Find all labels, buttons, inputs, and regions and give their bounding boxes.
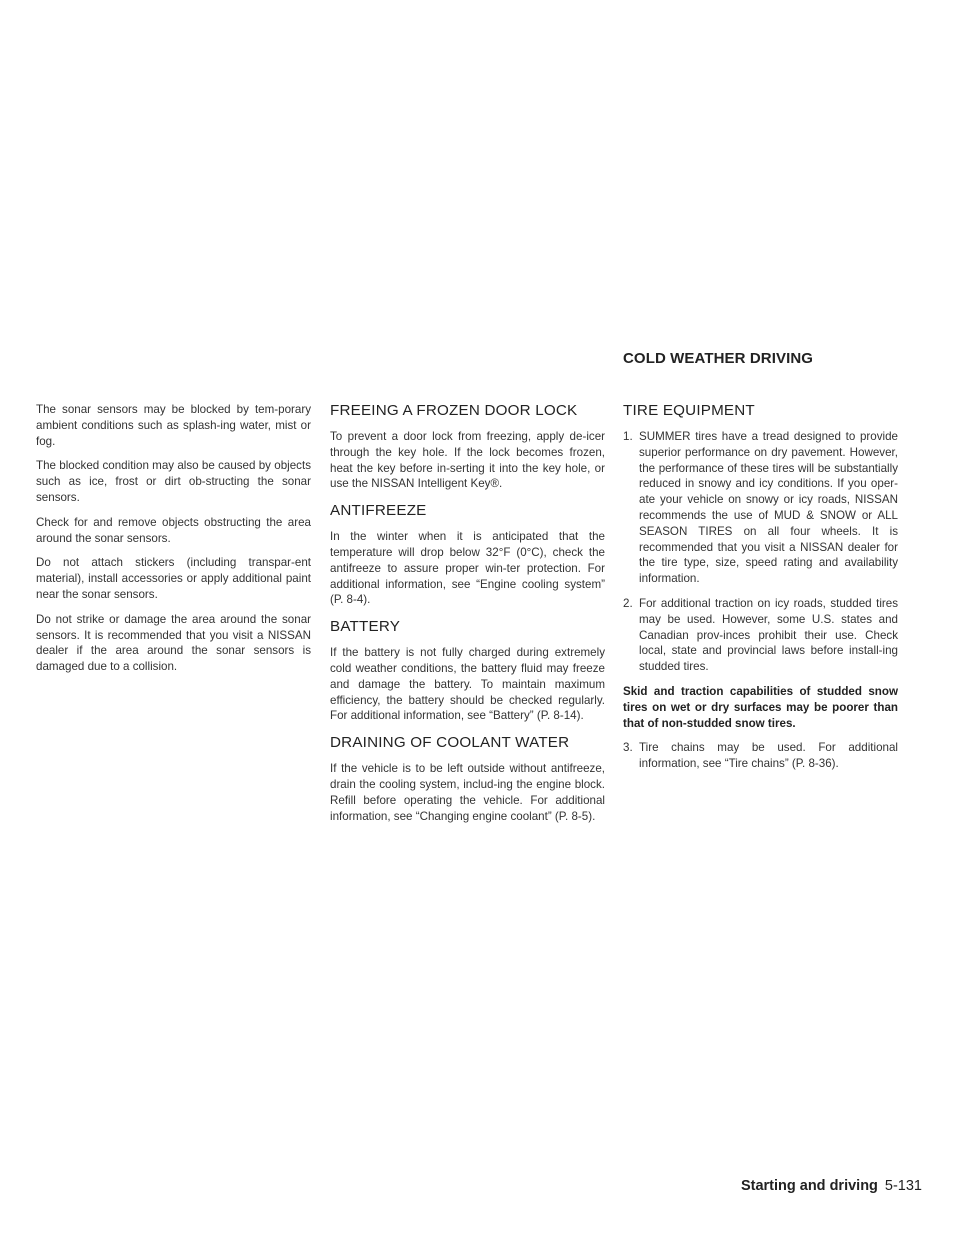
paragraph: The sonar sensors may be blocked by tem-porary ambient conditions such as splash-ing water, mist or fog. bbox=[36, 403, 311, 448]
column-sonar-sensors bbox=[36, 402, 311, 684]
section-heading-antifreeze: ANTIFREEZE bbox=[330, 502, 427, 520]
column-tire-equipment bbox=[623, 402, 898, 781]
section-text: To prevent a door lock from freezing, apply de-icer through the key hole. If the lock becomes frozen, heat the key before in-serting it into the key hole, or use the NISSAN Intelligent Key®. bbox=[330, 430, 605, 491]
footer-section-name: Starting and driving bbox=[740, 1178, 878, 1194]
list-text: For additional traction on icy roads, studded tires may be used. However, some U.S. states and Canadian prov-inces prohibit their use. Check local, state and provincial laws before install-ing studded tires. bbox=[639, 596, 898, 674]
page-title: COLD WEATHER DRIVING bbox=[623, 350, 814, 367]
section-heading-tire-equipment: TIRE EQUIPMENT bbox=[623, 402, 755, 419]
list-number: 2. bbox=[623, 596, 633, 610]
warning-text: Skid and traction capabilities of studded snow tires on wet or dry surfaces may be poorer than that of non-studded snow tires. bbox=[623, 684, 898, 730]
paragraph: Check for and remove objects obstructing the area around the sonar sensors. bbox=[36, 515, 311, 545]
section-text: If the vehicle is to be left outside without antifreeze, drain the cooling system, includ-ing the engine block. Refill before operating the vehicle. For additional information, see “Changing engine coolant” (P. 8-5). bbox=[330, 762, 605, 823]
section-text: If the battery is not fully charged during extremely cold weather conditions, the battery fluid may freeze and damage the battery. To maintain maximum efficiency, the battery should be checked regularly. For additional information, see “Battery” (P. 8-14). bbox=[330, 646, 605, 723]
list-item bbox=[623, 596, 898, 675]
list-item bbox=[623, 429, 898, 587]
paragraph: Do not attach stickers (including transpar-ent material), install accessories or apply additional paint near the sonar sensors. bbox=[36, 556, 311, 601]
list-item bbox=[623, 740, 898, 772]
paragraph: The blocked condition may also be caused by objects such as ice, frost or dirt ob-structing the sonar sensors. bbox=[36, 459, 311, 504]
paragraph: Do not strike or damage the area around the sonar sensors. It is recommended that you visit a NISSAN dealer if the area around the sonar sensors is damaged due to a collision. bbox=[36, 612, 311, 674]
list-text: Tire chains may be used. For additional information, see “Tire chains” (P. 8-36). bbox=[639, 741, 898, 771]
section-heading-frozen-door-lock: FREEING A FROZEN DOOR LOCK bbox=[330, 402, 578, 419]
section-text: In the winter when it is anticipated that the temperature will drop below 32°F (0°C), check the antifreeze to assure proper win-ter protection. For additional information, see “Engine cooling system” (P. 8-4). bbox=[330, 530, 605, 607]
section-heading-battery: BATTERY bbox=[330, 618, 401, 636]
list-number: 3. bbox=[623, 741, 633, 755]
page-number: 5-131 bbox=[884, 1178, 922, 1194]
page-footer bbox=[741, 1178, 922, 1194]
list-number: 1. bbox=[623, 430, 633, 443]
column-cold-weather-sections bbox=[330, 402, 605, 833]
list-text: SUMMER tires have a tread designed to provide superior performance on dry pavement. However, the performance of these tires will be substantially reduced in snowy and icy conditions. If you oper-ate your vehicle on snowy or icy roads, NISSAN recommends the use of MUD & SNOW or ALL SEASON TIRES on all four wheels. It is recommended that you visit a NISSAN dealer for the tire type, size, speed rating and availability information. bbox=[639, 430, 898, 586]
section-heading-coolant-water: DRAINING OF COOLANT WATER bbox=[330, 734, 570, 752]
